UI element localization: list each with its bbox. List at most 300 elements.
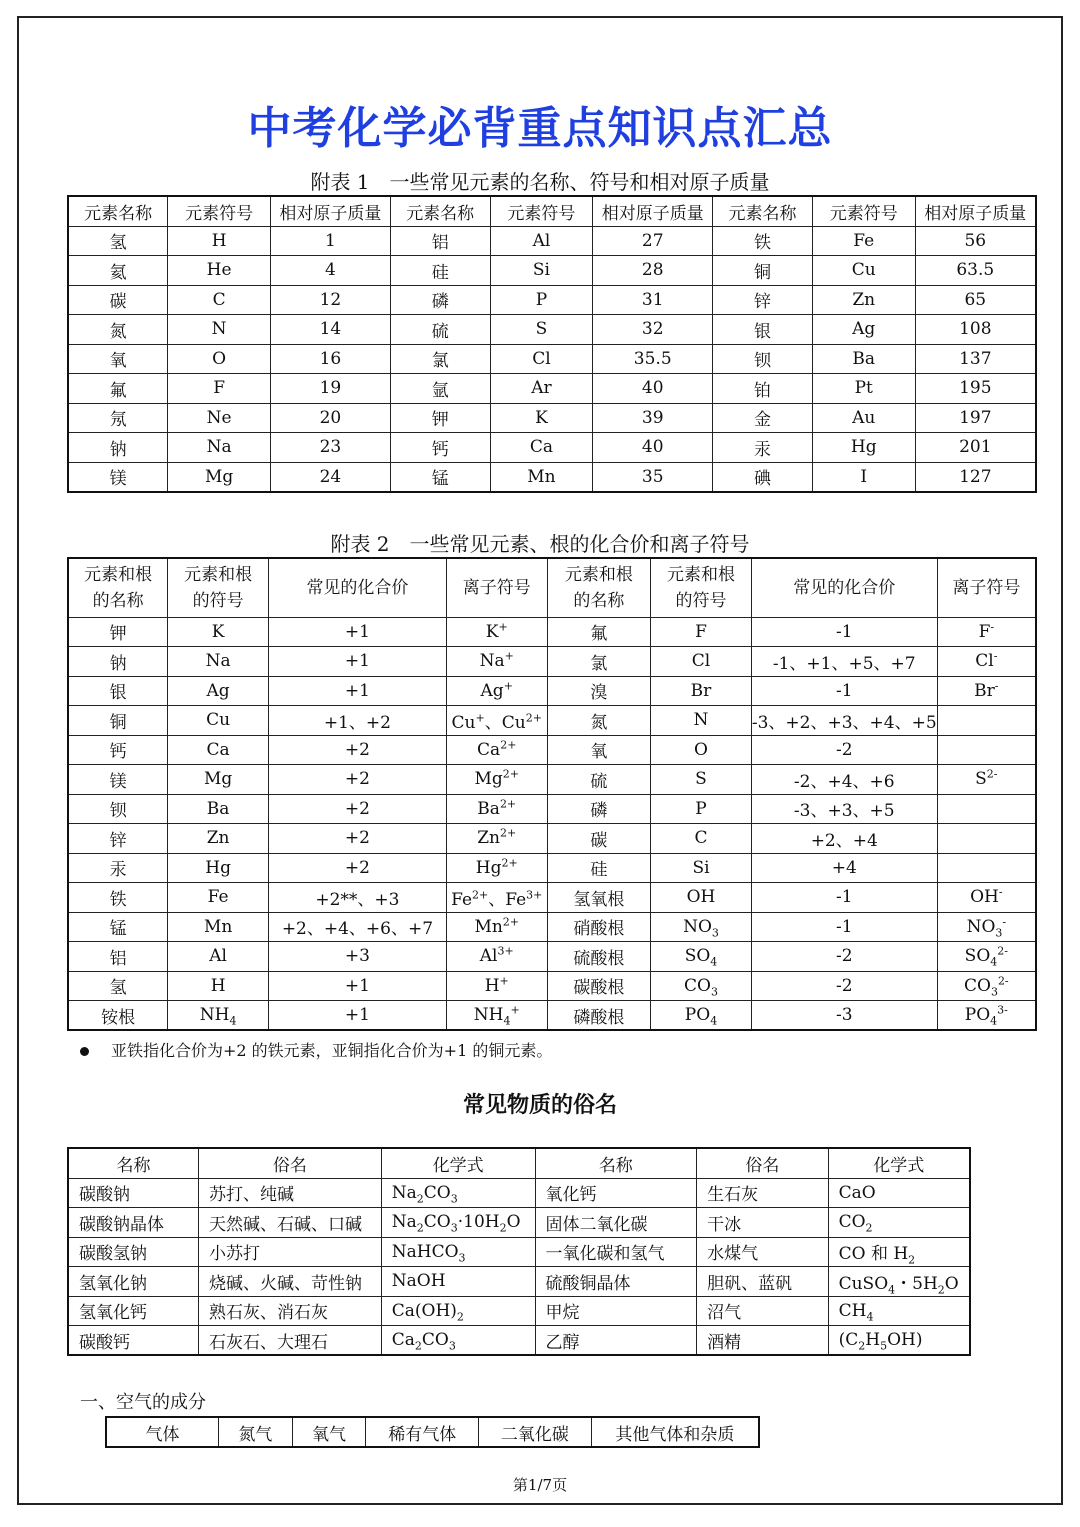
table-cell: 金	[713, 403, 813, 433]
column-header: 相对原子质量	[593, 196, 713, 226]
table-cell: 钙	[68, 735, 168, 765]
table-cell: 钾	[68, 617, 168, 647]
column-header: 氮气	[218, 1417, 292, 1447]
table-cell: $Fe^{2+}$、$Fe^{3+}$	[446, 883, 547, 913]
table-row	[68, 853, 1036, 883]
table-cell: Zn	[812, 285, 915, 315]
table-cell: 溴	[547, 676, 651, 706]
table-row	[68, 942, 1036, 972]
column-header: 离子符号	[446, 558, 547, 617]
table-cell: 磷	[390, 285, 490, 315]
table-cell: 沼气	[697, 1296, 829, 1326]
table-cell: $(C_2H_5OH)$	[828, 1326, 970, 1356]
table-cell: Fe	[168, 883, 269, 913]
table-cell: +2、+4	[751, 824, 937, 854]
table-row	[68, 403, 1036, 433]
table-cell: 24	[270, 462, 390, 492]
column-header: 常见的化合价	[268, 558, 446, 617]
table-cell: 氮	[68, 315, 168, 345]
table-row	[68, 1178, 970, 1208]
table-cell: Cu+、$Cu^{2+}$	[446, 706, 547, 736]
table-cell: 氖	[68, 403, 168, 433]
table-cell: 干冰	[697, 1208, 829, 1238]
table-cell: 硝酸根	[547, 912, 651, 942]
table-cell: 钾	[390, 403, 490, 433]
air-composition-table	[105, 1416, 760, 1448]
table-cell: +1	[268, 647, 446, 677]
footnote-text: 亚铁指化合价为+2 的铁元素，亚铜指化合价为+1 的铜元素。	[111, 1041, 553, 1060]
table-cell: 锌	[68, 824, 168, 854]
table-row	[68, 676, 1036, 706]
page-number: 第1/7页	[512, 1476, 568, 1494]
table-cell: 35	[593, 462, 713, 492]
column-header: 元素符号	[168, 196, 271, 226]
table-cell	[937, 794, 1036, 824]
table-cell: $Ca(OH)_2$	[381, 1296, 535, 1326]
column-header: 其他气体和杂质	[591, 1417, 759, 1447]
table-cell: $Mg^{2+}$	[446, 765, 547, 795]
column-header: 俗名	[697, 1148, 829, 1178]
table-row	[68, 344, 1036, 374]
table-cell: 氦	[68, 256, 168, 286]
table-cell: 氢	[68, 226, 168, 256]
table-cell: $CO_3$	[651, 971, 752, 1001]
table-cell: 氢	[68, 971, 168, 1001]
air-section-heading: 一、空气的成分	[80, 1392, 206, 1413]
column-header: 俗名	[199, 1148, 382, 1178]
table-cell: 汞	[68, 853, 168, 883]
table-cell: 铂	[713, 374, 813, 404]
table-cell: 铝	[390, 226, 490, 256]
table-cell: 天然碱、石碱、口碱	[199, 1208, 382, 1238]
table-cell: 氧化钙	[535, 1178, 697, 1208]
table-cell: $CO_3^{2-}$	[937, 971, 1036, 1001]
table-cell: Ag	[168, 676, 269, 706]
table-cell: 碳酸钠晶体	[68, 1208, 199, 1238]
table-cell: 氧	[547, 735, 651, 765]
table-cell: 65	[915, 285, 1036, 315]
table-cell: NaHCO$_3$	[381, 1237, 535, 1267]
table-cell: +2	[268, 735, 446, 765]
table-cell: 137	[915, 344, 1036, 374]
table-cell: -2	[751, 942, 937, 972]
table-cell: 氮	[547, 706, 651, 736]
table-cell: -3、+2、+3、+4、+5	[751, 706, 937, 736]
table-cell: F	[168, 374, 271, 404]
table-cell: $Mn^{2+}$	[446, 912, 547, 942]
table-cell: 硅	[547, 853, 651, 883]
table-cell: $Zn^{2+}$	[446, 824, 547, 854]
table-cell: -1	[751, 883, 937, 913]
column-header: 元素符号	[812, 196, 915, 226]
table-row	[68, 433, 1036, 463]
table-cell: 银	[68, 676, 168, 706]
table-cell: Na	[168, 647, 269, 677]
table-cell: $CO_2$	[828, 1208, 970, 1238]
table-cell: 碳酸钙	[68, 1326, 199, 1356]
table-cell: 碳酸氢钠	[68, 1237, 199, 1267]
table-cell: -3、+3、+5	[751, 794, 937, 824]
table-cell: 钡	[68, 794, 168, 824]
table-cell: 63.5	[915, 256, 1036, 286]
table-cell: +1、+2	[268, 706, 446, 736]
table-cell: 钠	[68, 433, 168, 463]
table-cell: Cl-	[937, 647, 1036, 677]
table-row	[68, 1208, 970, 1238]
table-cell: Ag+	[446, 676, 547, 706]
table-cell: 108	[915, 315, 1036, 345]
table-cell: 56	[915, 226, 1036, 256]
table-cell: Mg	[168, 765, 269, 795]
table-cell: 小苏打	[199, 1237, 382, 1267]
table-cell: 硅	[390, 256, 490, 286]
table-cell: 苏打、纯碱	[199, 1178, 382, 1208]
table-cell: $PO_4^{3-}$	[937, 1001, 1036, 1031]
table-cell: Si	[490, 256, 593, 286]
valence-ion-table	[67, 557, 1037, 1031]
table-cell: 40	[593, 433, 713, 463]
table-cell: $SO_4$	[651, 942, 752, 972]
table-cell: 197	[915, 403, 1036, 433]
table-cell: Mn	[168, 912, 269, 942]
table-cell: Hg	[168, 853, 269, 883]
table-cell: 氢氧化钙	[68, 1296, 199, 1326]
table-cell: $Ba^{2+}$	[446, 794, 547, 824]
table-cell: +2	[268, 794, 446, 824]
column-header: 氧气	[292, 1417, 366, 1447]
table-cell: H	[168, 226, 271, 256]
table-cell: Al	[490, 226, 593, 256]
table-cell: 锌	[713, 285, 813, 315]
table-cell: 氢氧化钠	[68, 1267, 199, 1297]
table-cell: Mn	[490, 462, 593, 492]
table-cell: $Ca^{2+}$	[446, 735, 547, 765]
table-cell: Cu	[812, 256, 915, 286]
table-cell: CO 和 $H_2$	[828, 1237, 970, 1267]
table-cell: H	[168, 971, 269, 1001]
table-cell: $Al^{3+}$	[446, 942, 547, 972]
table-cell: 27	[593, 226, 713, 256]
table-cell: 铵根	[68, 1001, 168, 1031]
column-header: 相对原子质量	[270, 196, 390, 226]
table-cell: Ca	[168, 735, 269, 765]
table-cell: 锰	[68, 912, 168, 942]
table-row	[68, 883, 1036, 913]
table-cell: 氢氧根	[547, 883, 651, 913]
table-cell: CuSO$_4$・$5H_2O$	[828, 1267, 970, 1297]
table2-caption: 附表 2 一些常见元素、根的化合价和离子符号	[330, 532, 750, 556]
table-cell: OH-	[937, 883, 1036, 913]
table-cell: O	[168, 344, 271, 374]
table-cell: $CH_4$	[828, 1296, 970, 1326]
table-cell: 铁	[713, 226, 813, 256]
table-cell: 39	[593, 403, 713, 433]
table-cell	[937, 853, 1036, 883]
table-cell: Ne	[168, 403, 271, 433]
table-row	[68, 285, 1036, 315]
table-cell: 钡	[713, 344, 813, 374]
table-cell: F	[651, 617, 752, 647]
column-header: 名称	[68, 1148, 199, 1178]
column-header: 离子符号	[937, 558, 1036, 617]
table-cell: -2、+4、+6	[751, 765, 937, 795]
table-row	[68, 462, 1036, 492]
table-cell: 碳酸钠	[68, 1178, 199, 1208]
table-cell: +3	[268, 942, 446, 972]
table-cell: K	[168, 617, 269, 647]
table-row	[68, 617, 1036, 647]
table-cell: Zn	[168, 824, 269, 854]
table-cell: 20	[270, 403, 390, 433]
table-cell: $NO_3$	[651, 912, 752, 942]
table-cell: OH	[651, 883, 752, 913]
column-header: 元素符号	[490, 196, 593, 226]
table-cell: Cl	[651, 647, 752, 677]
table-cell	[937, 735, 1036, 765]
table-cell: C	[651, 824, 752, 854]
table-cell: Ag	[812, 315, 915, 345]
table-cell: 磷	[547, 794, 651, 824]
table-cell: 钠	[68, 647, 168, 677]
table-row	[68, 315, 1036, 345]
table-cell: 汞	[713, 433, 813, 463]
column-header: 元素和根 的名称	[68, 558, 168, 617]
table-cell: 硫酸根	[547, 942, 651, 972]
table-cell: +1	[268, 971, 446, 1001]
table-cell: 酒精	[697, 1326, 829, 1356]
table-cell: Cu	[168, 706, 269, 736]
column-header: 元素和根 的符号	[651, 558, 752, 617]
table-cell: 硫	[390, 315, 490, 345]
table-row	[68, 735, 1036, 765]
table-cell: 烧碱、火碱、苛性钠	[199, 1267, 382, 1297]
table-row	[68, 912, 1036, 942]
table-row	[68, 824, 1036, 854]
common-names-table	[67, 1147, 971, 1356]
table-cell: Na	[168, 433, 271, 463]
table-cell: +4	[751, 853, 937, 883]
table-cell: N	[168, 315, 271, 345]
table-cell: Ca	[490, 433, 593, 463]
column-header: 常见的化合价	[751, 558, 937, 617]
table-cell: -1	[751, 676, 937, 706]
table-row	[68, 794, 1036, 824]
table-cell: 23	[270, 433, 390, 463]
table-cell: 一氧化碳和氢气	[535, 1237, 697, 1267]
table-cell: 水煤气	[697, 1237, 829, 1267]
table-cell: 钙	[390, 433, 490, 463]
table-cell: 铜	[713, 256, 813, 286]
column-header: 元素和根 的名称	[547, 558, 651, 617]
table-cell: $Hg^{2+}$	[446, 853, 547, 883]
table-cell: 碳	[547, 824, 651, 854]
table-cell: 熟石灰、消石灰	[199, 1296, 382, 1326]
table-cell: 氯	[547, 647, 651, 677]
table-row	[68, 256, 1036, 286]
table-cell: 40	[593, 374, 713, 404]
table-cell: He	[168, 256, 271, 286]
table-cell: $NO_3^-$	[937, 912, 1036, 942]
table-cell: H+	[446, 971, 547, 1001]
table-cell: +1	[268, 1001, 446, 1031]
table-cell: K+	[446, 617, 547, 647]
table-cell: 127	[915, 462, 1036, 492]
table-cell: 碳	[68, 285, 168, 315]
table-cell: 氟	[547, 617, 651, 647]
table-cell: 铁	[68, 883, 168, 913]
table-cell: $SO_4^{2-}$	[937, 942, 1036, 972]
table-cell: K	[490, 403, 593, 433]
table-cell: S	[651, 765, 752, 795]
table-cell: N	[651, 706, 752, 736]
table-cell: +2、+4、+6、+7	[268, 912, 446, 942]
table-cell: $S^{2-}$	[937, 765, 1036, 795]
table-cell: +2	[268, 824, 446, 854]
table-cell: -2	[751, 735, 937, 765]
table-cell: 14	[270, 315, 390, 345]
column-header: 化学式	[828, 1148, 970, 1178]
table-cell: 硫酸铜晶体	[535, 1267, 697, 1297]
table-cell: Cl	[490, 344, 593, 374]
table-row	[68, 374, 1036, 404]
column-header: 元素名称	[68, 196, 168, 226]
table-cell: 固体二氧化碳	[535, 1208, 697, 1238]
table-cell: 35.5	[593, 344, 713, 374]
table-cell: 16	[270, 344, 390, 374]
table-cell: 铝	[68, 942, 168, 972]
table-cell: -1	[751, 912, 937, 942]
table-cell: $Ca_2CO_3$	[381, 1326, 535, 1356]
table-row	[68, 1267, 970, 1297]
table-cell: 银	[713, 315, 813, 345]
table-cell: 镁	[68, 765, 168, 795]
table-row	[68, 1326, 970, 1356]
table-cell: 硫	[547, 765, 651, 795]
table-cell: 石灰石、大理石	[199, 1326, 382, 1356]
table-cell: P	[490, 285, 593, 315]
table-cell: CaO	[828, 1178, 970, 1208]
table-row	[68, 647, 1036, 677]
table-cell: Na+	[446, 647, 547, 677]
table-cell: 28	[593, 256, 713, 286]
table-cell: +1	[268, 617, 446, 647]
table-cell: +1	[268, 676, 446, 706]
column-header: 元素名称	[713, 196, 813, 226]
table-row	[68, 1237, 970, 1267]
table-cell: 12	[270, 285, 390, 315]
table-cell: Hg	[812, 433, 915, 463]
table-cell: S	[490, 315, 593, 345]
bullet-dot	[80, 1047, 89, 1056]
page-title: 中考化学必背重点知识点汇总	[247, 103, 833, 154]
table-cell: 201	[915, 433, 1036, 463]
table-cell: Pt	[812, 374, 915, 404]
table-cell: 氯	[390, 344, 490, 374]
table-cell: 195	[915, 374, 1036, 404]
column-header: 相对原子质量	[915, 196, 1036, 226]
table-cell: 镁	[68, 462, 168, 492]
table-cell: 4	[270, 256, 390, 286]
table-cell: Ba	[168, 794, 269, 824]
table-cell: $Na_2CO_3$	[381, 1178, 535, 1208]
column-header: 二氧化碳	[479, 1417, 592, 1447]
table-cell: -2	[751, 971, 937, 1001]
table-row	[68, 226, 1036, 256]
table-cell	[937, 706, 1036, 736]
table-cell: 生石灰	[697, 1178, 829, 1208]
table-cell: +2	[268, 853, 446, 883]
table-cell: NaOH	[381, 1267, 535, 1297]
table1-caption: 附表 1 一些常见元素的名称、符号和相对原子质量	[310, 170, 770, 194]
table-cell: 碳酸根	[547, 971, 651, 1001]
table-cell: 磷酸根	[547, 1001, 651, 1031]
table-cell: Si	[651, 853, 752, 883]
table-cell: C	[168, 285, 271, 315]
table-cell: Ba	[812, 344, 915, 374]
table-cell: F-	[937, 617, 1036, 647]
table-cell: P	[651, 794, 752, 824]
table-cell: Fe	[812, 226, 915, 256]
table-cell: I	[812, 462, 915, 492]
table-cell: 1	[270, 226, 390, 256]
table-cell: Au	[812, 403, 915, 433]
table-row	[68, 706, 1036, 736]
table-cell: -3	[751, 1001, 937, 1031]
column-header: 气体	[106, 1417, 218, 1447]
table-cell: 氧	[68, 344, 168, 374]
table-cell: $PO_4$	[651, 1001, 752, 1031]
table-cell: 氟	[68, 374, 168, 404]
table-cell: Ar	[490, 374, 593, 404]
table-cell	[937, 824, 1036, 854]
table-cell: O	[651, 735, 752, 765]
table-row	[68, 971, 1036, 1001]
table-cell: 甲烷	[535, 1296, 697, 1326]
table-cell: 乙醇	[535, 1326, 697, 1356]
table-cell: Br	[651, 676, 752, 706]
table-cell: $NH_4$	[168, 1001, 269, 1031]
table-cell: $Na_2CO_3\cdot 10H_2O$	[381, 1208, 535, 1238]
table-row	[68, 765, 1036, 795]
column-header: 化学式	[381, 1148, 535, 1178]
footnote	[80, 1038, 552, 1061]
table-cell: Mg	[168, 462, 271, 492]
table-row	[68, 1296, 970, 1326]
table-cell: 胆矾、蓝矾	[697, 1267, 829, 1297]
column-header: 元素名称	[390, 196, 490, 226]
table-cell: 32	[593, 315, 713, 345]
table-cell: Br-	[937, 676, 1036, 706]
table-cell: 锰	[390, 462, 490, 492]
table-cell: 氩	[390, 374, 490, 404]
column-header: 名称	[535, 1148, 697, 1178]
table-cell: 碘	[713, 462, 813, 492]
table-cell: -1、+1、+5、+7	[751, 647, 937, 677]
table-cell: +2**、+3	[268, 883, 446, 913]
element-mass-table	[67, 195, 1037, 493]
column-header: 元素和根 的符号	[168, 558, 269, 617]
column-header: 稀有气体	[366, 1417, 479, 1447]
common-names-heading: 常见物质的俗名	[462, 1093, 617, 1118]
table-cell: +2	[268, 765, 446, 795]
table-cell: 31	[593, 285, 713, 315]
table-row	[68, 1001, 1036, 1031]
table-cell: 19	[270, 374, 390, 404]
table-cell: Al	[168, 942, 269, 972]
table-cell: 铜	[68, 706, 168, 736]
table-cell: $NH_4^+$	[446, 1001, 547, 1031]
table-cell: -1	[751, 617, 937, 647]
